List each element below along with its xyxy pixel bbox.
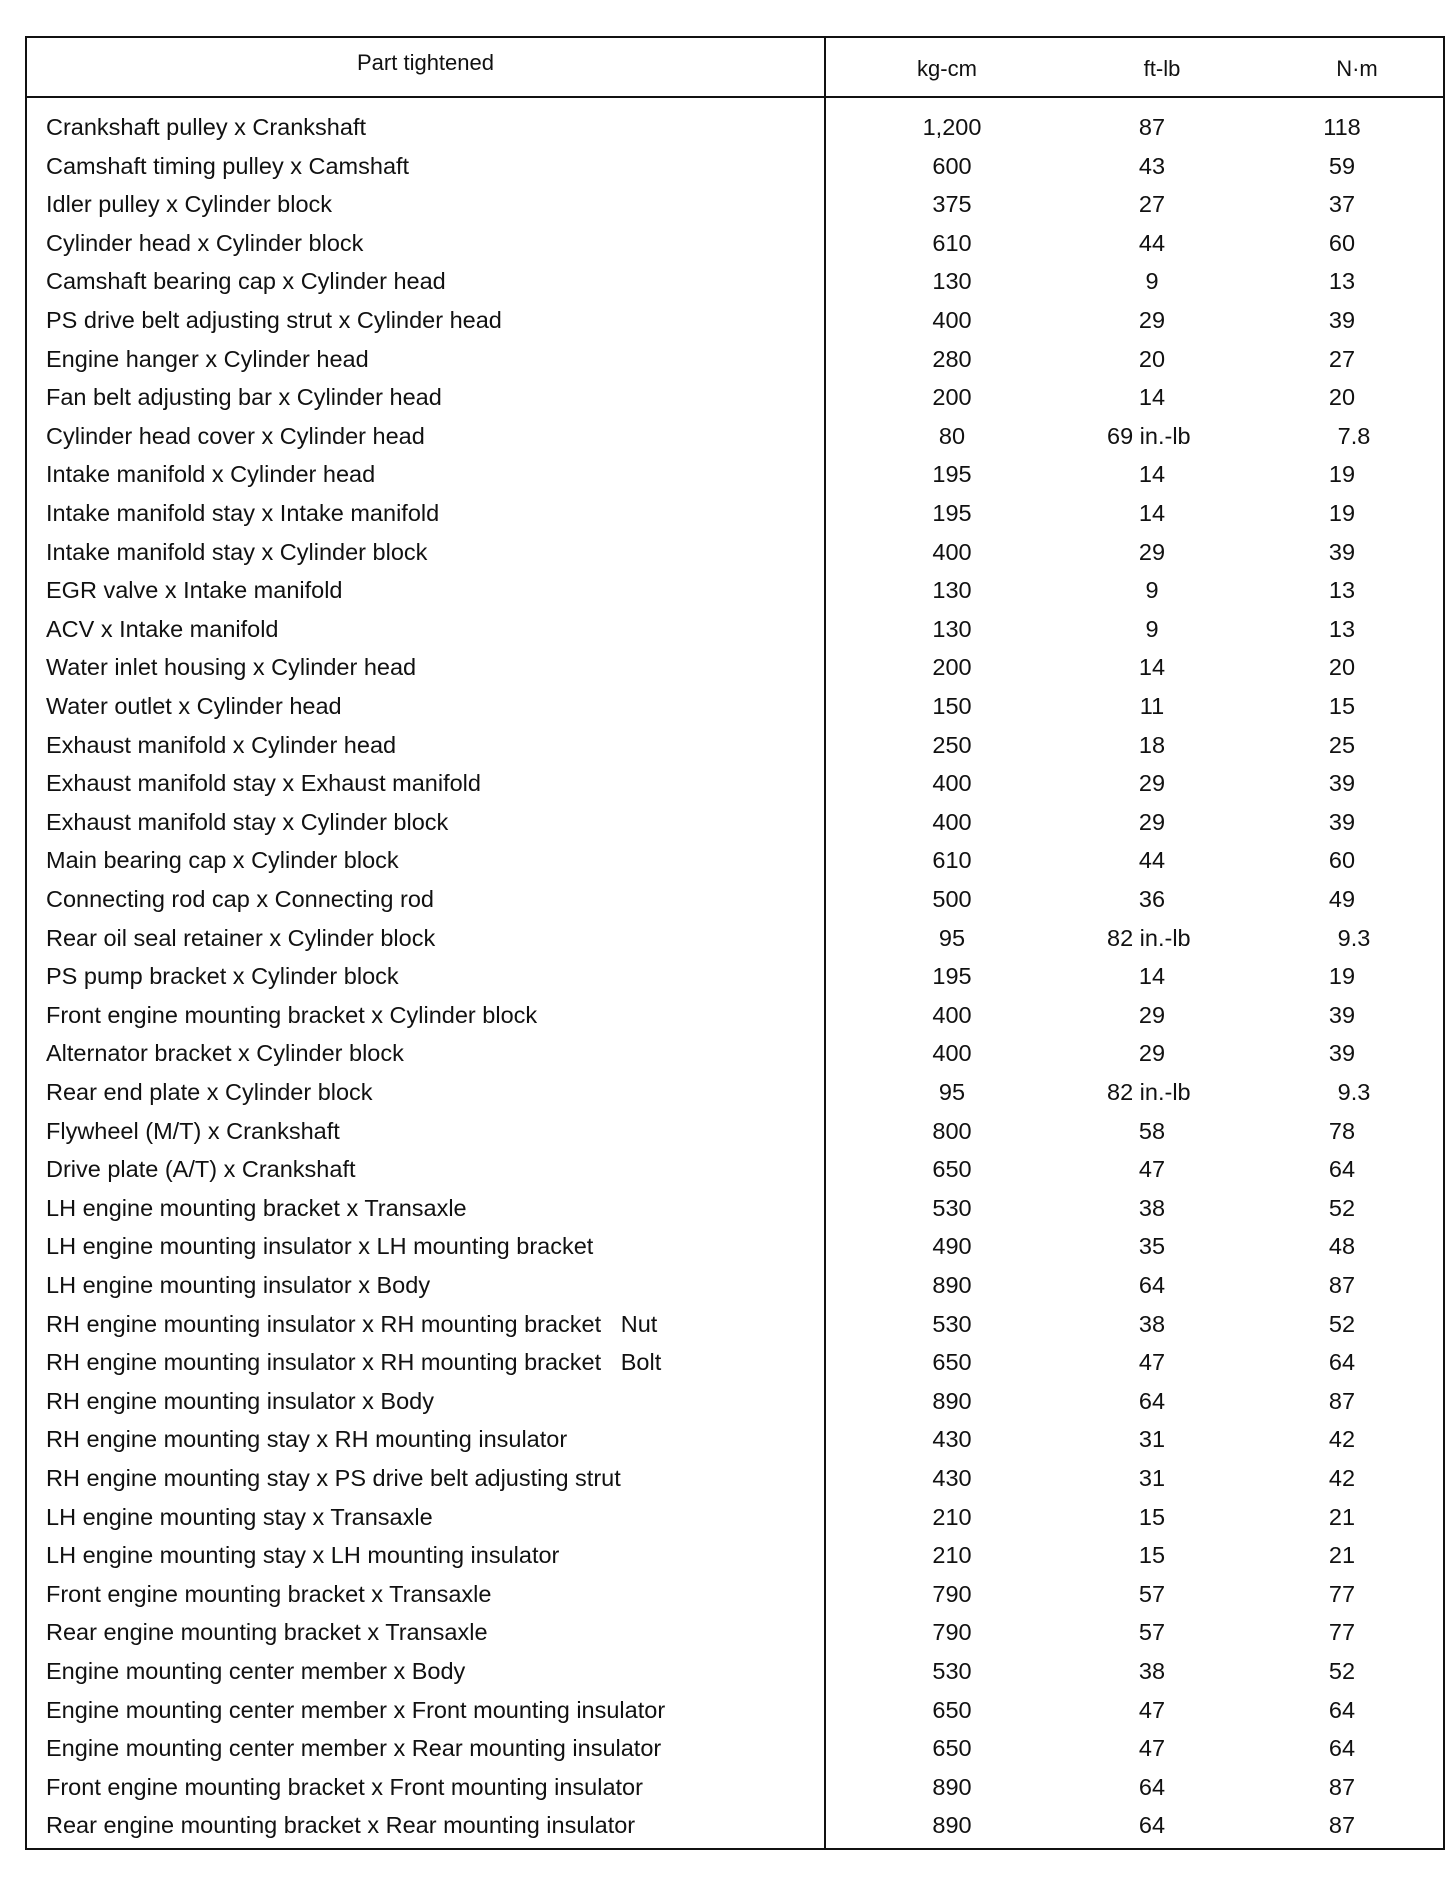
ft-lb-cell: 47 [1138,1349,1166,1376]
kg-cm-cell: 150 [932,693,972,719]
ft-lb-cell: 14 [1138,461,1166,488]
kg-cm-cell: 400 [932,770,972,797]
part-tightened-cell: LH engine mounting insulator x LH mounting bracket [46,1233,594,1260]
n-m-cell: 21 [1328,1503,1356,1530]
ft-lb-cell: 36 [1138,886,1166,912]
n-m-cell: 7.8 [1337,422,1371,449]
ft-lb-cell: 87 [1138,114,1166,140]
ft-lb-cell: 38 [1138,1658,1166,1684]
part-tightened-cell: Camshaft bearing cap x Cylinder head [46,268,446,295]
kg-cm-cell: 280 [932,345,972,372]
table-row [27,378,1443,416]
n-m-cell: 27 [1328,345,1356,372]
ft-lb-cell: 57 [1138,1580,1166,1607]
header-part-tightened: Part tightened [357,50,494,75]
table-row [27,764,1443,802]
kg-cm-cell: 200 [932,384,972,411]
table-row [27,455,1443,493]
table-row [27,1266,1443,1304]
ft-lb-cell: 29 [1138,770,1166,797]
kg-cm-cell: 890 [932,1387,972,1414]
ft-lb-cell: 64 [1138,1773,1166,1800]
table-row [27,841,1443,879]
n-m-cell: 20 [1328,384,1356,411]
table-row [27,1227,1443,1265]
n-m-cell: 118 [1323,114,1361,140]
part-tightened-cell: Exhaust manifold stay x Exhaust manifold [46,770,481,797]
n-m-cell: 13 [1328,615,1356,642]
table-row [27,1382,1443,1420]
part-tightened-cell: PS pump bracket x Cylinder block [46,963,399,990]
part-tightened-cell: Cylinder head cover x Cylinder head [46,422,425,449]
part-tightened-cell: LH engine mounting stay x Transaxle [46,1503,433,1530]
table-row [27,1034,1443,1072]
ft-lb-cell: 38 [1138,1194,1166,1221]
ft-lb-cell: 47 [1138,1696,1166,1723]
table-row [27,1459,1443,1497]
n-m-cell: 39 [1328,808,1356,835]
n-m-cell: 21 [1328,1542,1356,1569]
part-tightened-cell: Rear engine mounting bracket x Rear mounting insulator [46,1812,636,1839]
part-tightened-cell: Front engine mounting bracket x Cylinder block [46,1001,538,1028]
table-row [27,224,1443,262]
part-tightened-cell: Engine mounting center member x Front mounting insulator [46,1696,666,1723]
part-tightened-cell: Exhaust manifold stay x Cylinder block [46,808,449,835]
ft-lb-cell: 47 [1138,1156,1166,1183]
table-row [27,1652,1443,1690]
table-row [27,301,1443,339]
kg-cm-cell: 530 [932,1194,972,1221]
kg-cm-cell: 1,200 [922,114,982,140]
kg-cm-cell: 195 [932,963,972,990]
n-m-cell: 39 [1328,1040,1356,1067]
n-m-cell: 13 [1328,577,1356,604]
ft-lb-cell: 44 [1138,847,1166,874]
part-tightened-cell: Connecting rod cap x Connecting rod [46,886,434,912]
part-tightened-cell: Crankshaft pulley x Crankshaft [46,114,367,140]
ft-lb-cell: 64 [1138,1387,1166,1414]
kg-cm-cell: 210 [932,1503,972,1530]
table-row [27,417,1443,455]
part-tightened-cell: Idler pulley x Cylinder block [46,191,333,218]
ft-lb-cell: 14 [1138,500,1166,526]
part-tightened-cell: Front engine mounting bracket x Transaxle [46,1580,492,1607]
n-m-cell: 9.3 [1337,1079,1371,1105]
table-row [27,1112,1443,1150]
part-tightened-cell: RH engine mounting insulator x Body [46,1387,434,1414]
table-row [27,1420,1443,1458]
n-m-cell: 87 [1328,1812,1356,1839]
table-row [27,1498,1443,1536]
part-tightened-cell: RH engine mounting stay x PS drive belt adjusting strut [46,1465,621,1491]
table-row [27,1189,1443,1227]
n-m-cell: 52 [1328,1658,1356,1684]
table-row [27,687,1443,725]
part-tightened-cell: Fan belt adjusting bar x Cylinder head [46,384,442,411]
part-tightened-cell: Main bearing cap x Cylinder block [46,847,399,874]
kg-cm-cell: 210 [932,1542,972,1569]
ft-lb-cell: 14 [1138,384,1166,411]
n-m-cell: 19 [1328,461,1356,488]
n-m-cell: 64 [1328,1696,1356,1723]
part-tightened-cell: RH engine mounting insulator x RH mounting bracket Nut [46,1310,658,1337]
kg-cm-cell: 890 [932,1773,972,1800]
kg-cm-cell: 610 [932,847,972,874]
table-row [27,1305,1443,1343]
n-m-cell: 77 [1328,1580,1356,1607]
n-m-cell: 39 [1328,307,1356,333]
kg-cm-cell: 600 [932,152,972,179]
kg-cm-cell: 400 [932,1001,972,1028]
ft-lb-cell: 47 [1138,1735,1166,1762]
part-tightened-cell: LH engine mounting bracket x Transaxle [46,1194,467,1221]
n-m-cell: 39 [1328,770,1356,797]
table-row [27,108,1443,146]
kg-cm-cell: 790 [932,1580,972,1607]
part-tightened-cell: Intake manifold stay x Cylinder block [46,538,428,565]
table-row [27,1729,1443,1767]
part-tightened-cell: Alternator bracket x Cylinder block [46,1040,404,1067]
kg-cm-cell: 610 [932,229,972,256]
n-m-cell: 9.3 [1337,924,1371,951]
ft-lb-cell: 29 [1138,1040,1166,1067]
kg-cm-cell: 530 [932,1658,972,1684]
part-tightened-cell: Engine hanger x Cylinder head [46,345,369,372]
kg-cm-cell: 200 [932,654,972,681]
part-tightened-cell: Exhaust manifold x Cylinder head [46,731,397,758]
part-tightened-cell: Cylinder head x Cylinder block [46,229,364,256]
table-row [27,494,1443,532]
ft-lb-cell: 14 [1138,654,1166,681]
kg-cm-cell: 650 [932,1735,972,1762]
n-m-cell: 87 [1328,1387,1356,1414]
table-row [27,648,1443,686]
n-m-cell: 87 [1328,1272,1356,1298]
table-row [27,262,1443,300]
header-kg-cm: kg-cm [917,56,977,81]
n-m-cell: 25 [1328,731,1356,758]
kg-cm-cell: 650 [932,1349,972,1376]
ft-lb-cell: 82 in.-lb [1107,924,1191,951]
kg-cm-cell: 400 [932,808,972,835]
ft-lb-cell: 9 [1145,615,1159,642]
part-tightened-cell: Engine mounting center member x Rear mounting insulator [46,1735,662,1762]
header-ft-lb: ft-lb [1143,56,1181,81]
ft-lb-cell: 35 [1138,1233,1166,1260]
n-m-cell: 77 [1328,1619,1356,1646]
kg-cm-cell: 430 [932,1465,972,1491]
part-tightened-cell: PS drive belt adjusting strut x Cylinder head [46,307,502,333]
kg-cm-cell: 400 [932,307,972,333]
n-m-cell: 64 [1328,1156,1356,1183]
table-row [27,957,1443,995]
kg-cm-cell: 650 [932,1156,972,1183]
n-m-cell: 78 [1328,1117,1356,1144]
ft-lb-cell: 9 [1145,268,1159,295]
ft-lb-cell: 44 [1138,229,1166,256]
table-row [27,880,1443,918]
kg-cm-cell: 800 [932,1117,972,1144]
n-m-cell: 42 [1328,1426,1356,1453]
ft-lb-cell: 38 [1138,1310,1166,1337]
kg-cm-cell: 530 [932,1310,972,1337]
kg-cm-cell: 95 [938,1079,966,1105]
kg-cm-cell: 790 [932,1619,972,1646]
table-row [27,340,1443,378]
kg-cm-cell: 500 [932,886,972,912]
ft-lb-cell: 29 [1138,1001,1166,1028]
n-m-cell: 48 [1328,1233,1356,1260]
kg-cm-cell: 130 [932,615,972,642]
ft-lb-cell: 64 [1138,1272,1166,1298]
ft-lb-cell: 31 [1138,1465,1166,1491]
n-m-cell: 49 [1328,886,1356,912]
ft-lb-cell: 82 in.-lb [1107,1079,1191,1105]
n-m-cell: 39 [1328,1001,1356,1028]
ft-lb-cell: 20 [1138,345,1166,372]
part-tightened-cell: RH engine mounting stay x RH mounting insulator [46,1426,568,1453]
ft-lb-cell: 29 [1138,808,1166,835]
n-m-cell: 19 [1328,963,1356,990]
part-tightened-cell: EGR valve x Intake manifold [46,577,343,604]
n-m-cell: 64 [1328,1349,1356,1376]
ft-lb-cell: 14 [1138,963,1166,990]
part-tightened-cell: Front engine mounting bracket x Front mounting insulator [46,1773,643,1800]
table-row [27,533,1443,571]
ft-lb-cell: 18 [1138,731,1166,758]
n-m-cell: 42 [1328,1465,1356,1491]
table-row [27,1150,1443,1188]
table-row [27,610,1443,648]
part-tightened-cell: LH engine mounting stay x LH mounting insulator [46,1542,560,1569]
table-row [27,571,1443,609]
ft-lb-cell: 15 [1138,1542,1166,1569]
part-tightened-cell: Camshaft timing pulley x Camshaft [46,152,410,179]
table-row [27,1575,1443,1613]
part-tightened-cell: Intake manifold stay x Intake manifold [46,500,440,526]
kg-cm-cell: 490 [932,1233,972,1260]
ft-lb-cell: 57 [1138,1619,1166,1646]
part-tightened-cell: Intake manifold x Cylinder head [46,461,376,488]
part-tightened-cell: LH engine mounting insulator x Body [46,1272,431,1298]
n-m-cell: 60 [1328,847,1356,874]
kg-cm-cell: 95 [938,924,966,951]
kg-cm-cell: 375 [932,191,972,218]
ft-lb-cell: 69 in.-lb [1107,422,1191,449]
ft-lb-cell: 43 [1138,152,1166,179]
part-tightened-cell: Rear engine mounting bracket x Transaxle [46,1619,488,1646]
n-m-cell: 39 [1328,538,1356,565]
kg-cm-cell: 80 [938,422,966,449]
table-row [27,996,1443,1034]
table-row [27,1073,1443,1111]
part-tightened-cell: Engine mounting center member x Body [46,1658,466,1684]
kg-cm-cell: 250 [932,731,972,758]
ft-lb-cell: 27 [1138,191,1166,218]
part-tightened-cell: Drive plate (A/T) x Crankshaft [46,1156,356,1183]
ft-lb-cell: 9 [1145,577,1159,604]
torque-spec-table [25,36,1445,1850]
part-tightened-cell: Water inlet housing x Cylinder head [46,654,417,681]
table-row [27,1768,1443,1806]
part-tightened-cell: Rear oil seal retainer x Cylinder block [46,924,436,951]
part-tightened-cell: Flywheel (M/T) x Crankshaft [46,1117,340,1144]
part-tightened-cell: ACV x Intake manifold [46,615,279,642]
part-tightened-cell: RH engine mounting insulator x RH mounting bracket Bolt [46,1349,662,1376]
table-row [27,726,1443,764]
header-divider [27,96,1443,98]
kg-cm-cell: 430 [932,1426,972,1453]
ft-lb-cell: 11 [1139,693,1165,719]
ft-lb-cell: 58 [1138,1117,1166,1144]
n-m-cell: 87 [1328,1773,1356,1800]
table-row [27,1343,1443,1381]
ft-lb-cell: 29 [1138,307,1166,333]
n-m-cell: 37 [1328,191,1356,218]
part-tightened-cell: Water outlet x Cylinder head [46,693,342,719]
kg-cm-cell: 195 [932,461,972,488]
header-n-m: N·m [1336,56,1378,81]
kg-cm-cell: 130 [932,268,972,295]
n-m-cell: 52 [1328,1310,1356,1337]
n-m-cell: 20 [1328,654,1356,681]
table-row [27,1536,1443,1574]
n-m-cell: 15 [1328,693,1356,719]
table-row [27,803,1443,841]
n-m-cell: 19 [1328,500,1356,526]
ft-lb-cell: 31 [1138,1426,1166,1453]
kg-cm-cell: 890 [932,1812,972,1839]
kg-cm-cell: 130 [932,577,972,604]
table-row [27,185,1443,223]
kg-cm-cell: 195 [932,500,972,526]
n-m-cell: 52 [1328,1194,1356,1221]
table-row [27,1806,1443,1844]
n-m-cell: 59 [1328,152,1356,179]
ft-lb-cell: 15 [1138,1503,1166,1530]
kg-cm-cell: 400 [932,538,972,565]
n-m-cell: 13 [1328,268,1356,295]
ft-lb-cell: 29 [1138,538,1166,565]
n-m-cell: 60 [1328,229,1356,256]
kg-cm-cell: 400 [932,1040,972,1067]
table-row [27,147,1443,185]
table-row [27,919,1443,957]
n-m-cell: 64 [1328,1735,1356,1762]
table-row [27,1691,1443,1729]
ft-lb-cell: 64 [1138,1812,1166,1839]
kg-cm-cell: 650 [932,1696,972,1723]
table-row [27,1613,1443,1651]
kg-cm-cell: 890 [932,1272,972,1298]
part-tightened-cell: Rear end plate x Cylinder block [46,1079,373,1105]
